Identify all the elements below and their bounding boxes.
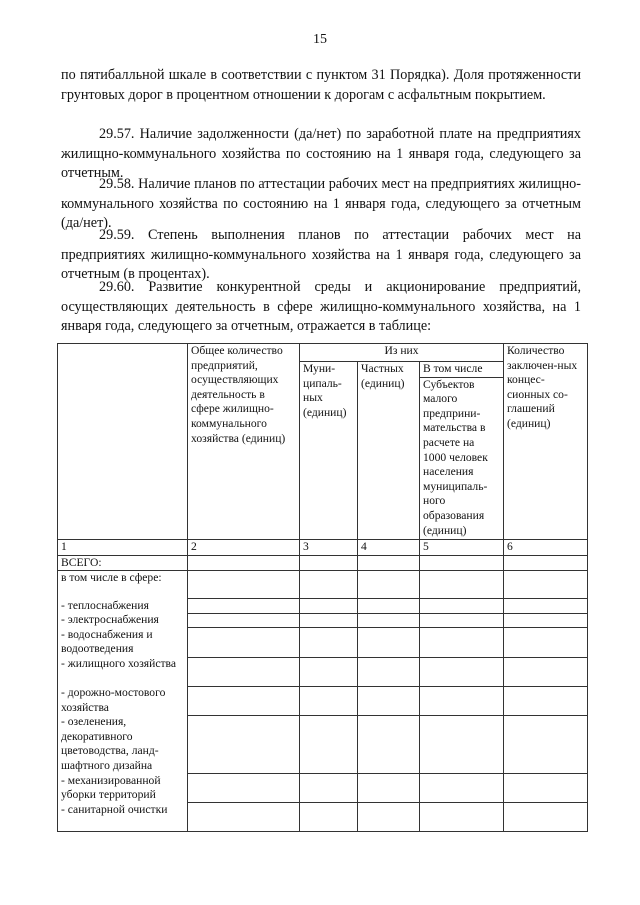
column-number-6: 6 — [504, 540, 588, 556]
table-row — [58, 657, 588, 686]
paragraph-intro — [61, 66, 581, 105]
table-row — [58, 571, 588, 599]
row-label-roads: - дорожно-мостового хозяйства — [58, 686, 188, 715]
table-row — [58, 613, 588, 628]
table-row — [58, 686, 588, 715]
header-total-enterprises: Общее количество предприятий, осуществляющих деятельность в сфере жилищно-коммунального хозяйства (единиц) — [188, 344, 300, 540]
row-label-total: ВСЕГО: — [58, 555, 188, 571]
header-concessions: Количество заключен-ных концес-сионных со-глашений (единиц) — [504, 344, 588, 540]
row-label-heat: - теплоснабжения — [58, 599, 188, 614]
header-small-business: Субъектов малого предприни-мательства в расчете на 1000 человек населения муниципаль-ного образования (единиц) — [423, 377, 488, 537]
row-label-water: - водоснабжения и водоотведения — [58, 628, 188, 657]
header-including: В том числе — [420, 362, 503, 378]
row-label-greening: - озеленения, декоративного цветоводства, ланд-шафтного дизайна — [58, 715, 188, 773]
row-label-electric: - электроснабжения — [58, 613, 188, 628]
table-row — [58, 715, 588, 773]
paragraph-text: по пятибалльной шкале в соответствии с пунктом 31 Порядка). Доля протяженности грунтовых дорог в процентном отношении к дорогам с асфальтным покрытием. — [61, 67, 581, 103]
column-number-3: 3 — [300, 540, 358, 556]
paragraph-29-58 — [61, 175, 581, 234]
paragraph-text: 29.58. Наличие планов по аттестации рабочих мест на предприятиях жилищно-коммунального хозяйства по состоянию на 1 января года, следующего за отчетным (да/нет). — [61, 176, 581, 231]
table-row — [58, 599, 588, 614]
paragraph-29-59 — [61, 226, 581, 285]
table-row — [58, 803, 588, 832]
paragraph-text: 29.57. Наличие задолженности (да/нет) по заработной плате на предприятиях жилищно-коммунального хозяйства по состоянию на 1 января года, следующего за отчетным. — [61, 126, 581, 181]
paragraph-29-60 — [61, 278, 581, 337]
column-number-4: 4 — [358, 540, 420, 556]
row-label-housing: - жилищного хозяйства — [58, 657, 188, 686]
header-of-them: Из них — [300, 344, 504, 362]
row-label-sanitary: - санитарной очистки — [58, 803, 188, 832]
column-number-1: 1 — [58, 540, 188, 556]
table-row — [58, 555, 588, 571]
paragraph-text: 29.59. Степень выполнения планов по аттестации рабочих мест на предприятиях жилищно-коммунального хозяйства на 1 января года, следующего за отчетным (в процентах). — [61, 227, 581, 282]
page-number: 15 — [313, 32, 327, 47]
row-label-including: в том числе в сфере: — [58, 571, 188, 599]
column-number-2: 2 — [188, 540, 300, 556]
header-empty-cell — [58, 344, 188, 540]
header-municipal: Муни-ципаль-ных (единиц) — [300, 362, 358, 540]
column-number-5: 5 — [420, 540, 504, 556]
competition-table — [57, 343, 588, 832]
row-label-mechanized: - механизированной уборки территорий — [58, 774, 188, 803]
header-including-cell — [420, 362, 504, 540]
header-private: Частных (единиц) — [358, 362, 420, 540]
table-row — [58, 774, 588, 803]
paragraph-text: 29.60. Развитие конкурентной среды и акционирование предприятий, осуществляющих деятельность в сфере жилищно-коммунального хозяйства, на 1 января года, следующего за отчетным, отражается в таблице: — [61, 279, 581, 334]
table-row — [58, 628, 588, 657]
